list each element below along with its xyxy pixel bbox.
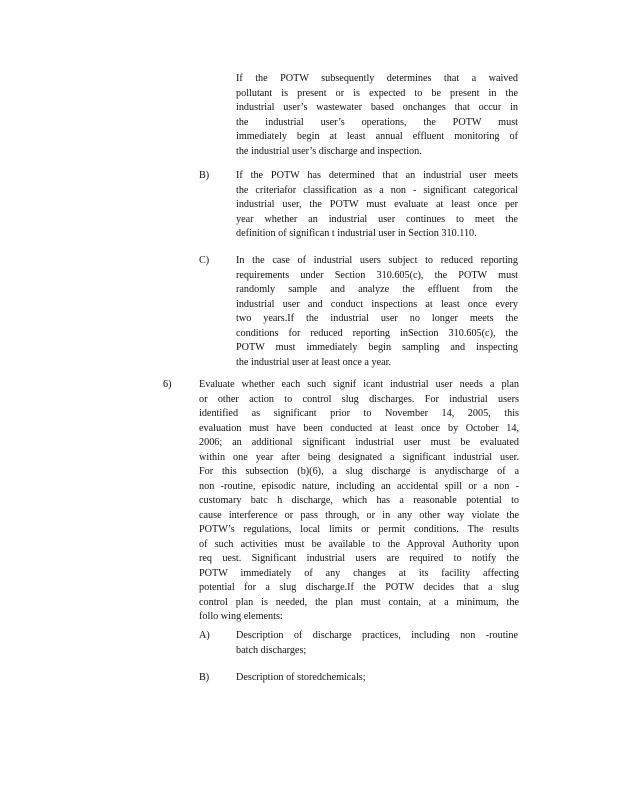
text-line: batch discharges; — [236, 644, 307, 656]
text-line: Evaluate whether each such signif icant industrial user needs a plan — [199, 379, 519, 390]
text-line: evaluation must have been conducted at least once by October 14, — [199, 422, 519, 434]
text-line: requirements under Section 310.605(c), the POTW must — [236, 269, 518, 281]
text-line: customary batc h discharge, which has a reasonable potential to — [199, 495, 519, 506]
item-marker-b2: B) — [199, 672, 210, 683]
text-line: the industrial user at least once a year. — [236, 356, 392, 368]
text-line: the industrial user’s operations, the POTW must — [236, 116, 518, 128]
text-line: potential for a slug discharge.If the POTW decides that a slug — [199, 582, 519, 593]
item-marker-a: A) — [199, 630, 210, 641]
text-line: In the case of industrial users subject to reduced reporting — [236, 255, 518, 266]
text-line: or other action to control slug discharges. For industrial users — [199, 393, 519, 405]
text-line: non -routine, episodic nature, including an accidental spill or a non - — [199, 480, 519, 492]
item-marker-b: B) — [199, 170, 210, 181]
paragraph-b-non-significant-categorical — [236, 169, 518, 242]
text-line: Description of storedchemicals; — [236, 672, 366, 683]
text-line: within one year after being designated a significant industrial user. — [199, 451, 519, 463]
text-line: POTW’s regulations, local limits or permit conditions. The results — [199, 524, 519, 535]
text-line: req uest. Significant industrial users are required to notify the — [199, 553, 519, 564]
text-line: industrial user’s wastewater based onchanges that occur in — [236, 102, 518, 113]
text-line: POTW immediately of any changes at its facility affecting — [199, 567, 519, 579]
text-line: year whether an industrial user continues to meet the — [236, 213, 518, 225]
text-line: If the POTW has determined that an industrial user meets — [236, 170, 518, 181]
paragraph-6-slug-discharge — [199, 378, 519, 625]
text-line: two years.If the industrial user no longer meets the — [236, 313, 518, 324]
text-line: identified as significant prior to November 14, 2005, this — [199, 408, 519, 419]
text-line: industrial user and conduct inspections at least once every — [236, 298, 518, 310]
text-line: of such activities must be available to the Approval Authority upon — [199, 538, 519, 550]
text-line: definition of significan t industrial user in Section 310.110. — [236, 228, 477, 239]
text-line: immediately begin at least annual effluent monitoring of — [236, 131, 518, 142]
text-line: cause interference or pass through, or in any other way violate the — [199, 509, 519, 521]
text-line: randomly sample and analyze the effluent from the — [236, 284, 518, 295]
paragraph-b-stored-chemicals — [236, 671, 518, 686]
text-line: the criteriafor classification as a non - significant categorical — [236, 184, 518, 196]
paragraph-waived-pollutant — [236, 72, 518, 159]
paragraph-a-discharge-practices — [236, 629, 518, 658]
text-line: the industrial user’s discharge and inspection. — [236, 145, 422, 157]
text-line: Description of discharge practices, including non -routine — [236, 630, 518, 641]
text-line: If the POTW subsequently determines that a waived — [236, 73, 518, 84]
paragraph-c-reduced-reporting — [236, 254, 518, 370]
text-line: follo wing elements: — [199, 611, 283, 622]
text-line: POTW must immediately begin sampling and inspecting — [236, 342, 518, 353]
item-marker-c: C) — [199, 255, 210, 266]
text-line: 2006; an additional significant industrial user must be evaluated — [199, 437, 519, 448]
text-line: For this subsection (b)(6), a slug discharge is anydischarge of a — [199, 466, 519, 477]
text-line: industrial user, the POTW must evaluate at least once per — [236, 199, 518, 210]
text-line: control plan is needed, the plan must contain, at a minimum, the — [199, 596, 519, 608]
text-line: conditions for reduced reporting inSection 310.605(c), the — [236, 327, 518, 339]
item-marker-6: 6) — [163, 379, 172, 390]
text-line: pollutant is present or is expected to be present in the — [236, 87, 518, 99]
